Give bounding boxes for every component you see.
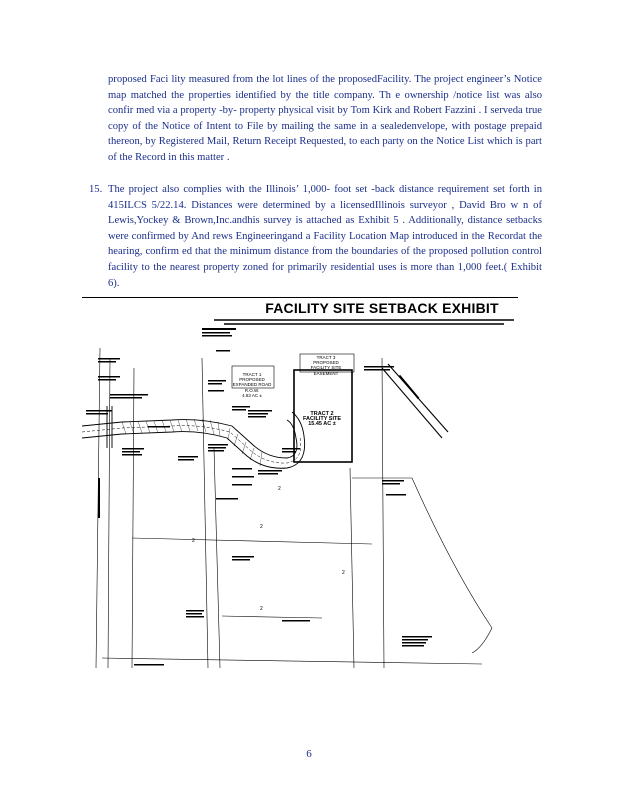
tract-1-label: TRACT 1 PROPOSED EXPANDED ROAD R.O.W. 4.83 AC ± (232, 372, 272, 398)
paragraph-15 (89, 182, 542, 291)
paragraph-text: proposed Faci lity measured from the lot lines of the proposedFacility. The project engineer’s Notice map matched the properties identified by the title company. Th e ownership /notice list was also confir med via a property -by- property physical visit by Tom Kirk and Robert Fazzini . I serveda true copy of the Notice of Intent to File by mailing the same in a sealedenvelope, with postage prepaid thereon, by Registered Mail, Return Receipt Requested, to each party on the Notice List which is part of the Record in this matter . (108, 74, 542, 163)
tract-3-label: TRACT 3 PROPOSED FACILITY SITE EASEMENT (310, 355, 342, 376)
svg-text:2: 2 (260, 524, 263, 530)
page-number: 6 (306, 748, 312, 760)
paragraph-text: The project also complies with the Illinois’ 1,000- foot set -back distance requirement set forth in 415ILCS 5/22.14. Distances were determined by a licensedIllinois surveyor , David Bro w n of Lewis,Yockey & Brown,Inc.andhis survey is attached as Exhibit 5 . Additionally, distance setbacks were confirmed by And rews Engineeringand a Facility Location Map introduced in the Recordat the hearing, confirm ed that the minimum distance from the boundaries of the proposed pollution control facility to the nearest property zoned for primarily residential uses is more than 1,000 feet.( Exhibit 6). (108, 184, 542, 289)
exhibit-title: FACILITY SITE SETBACK EXHIBIT (265, 300, 499, 316)
svg-text:2: 2 (192, 538, 195, 544)
exhibit-subtitle-lines (214, 317, 514, 325)
facility-site-label: TRACT 2 FACILITY SITE 15.45 AC ± (302, 411, 342, 428)
svg-text:2: 2 (342, 570, 345, 576)
svg-text:2: 2 (260, 606, 263, 612)
svg-text:2: 2 (278, 486, 281, 492)
paragraph-continued (108, 72, 542, 166)
paragraph-number: 15. (89, 184, 103, 195)
